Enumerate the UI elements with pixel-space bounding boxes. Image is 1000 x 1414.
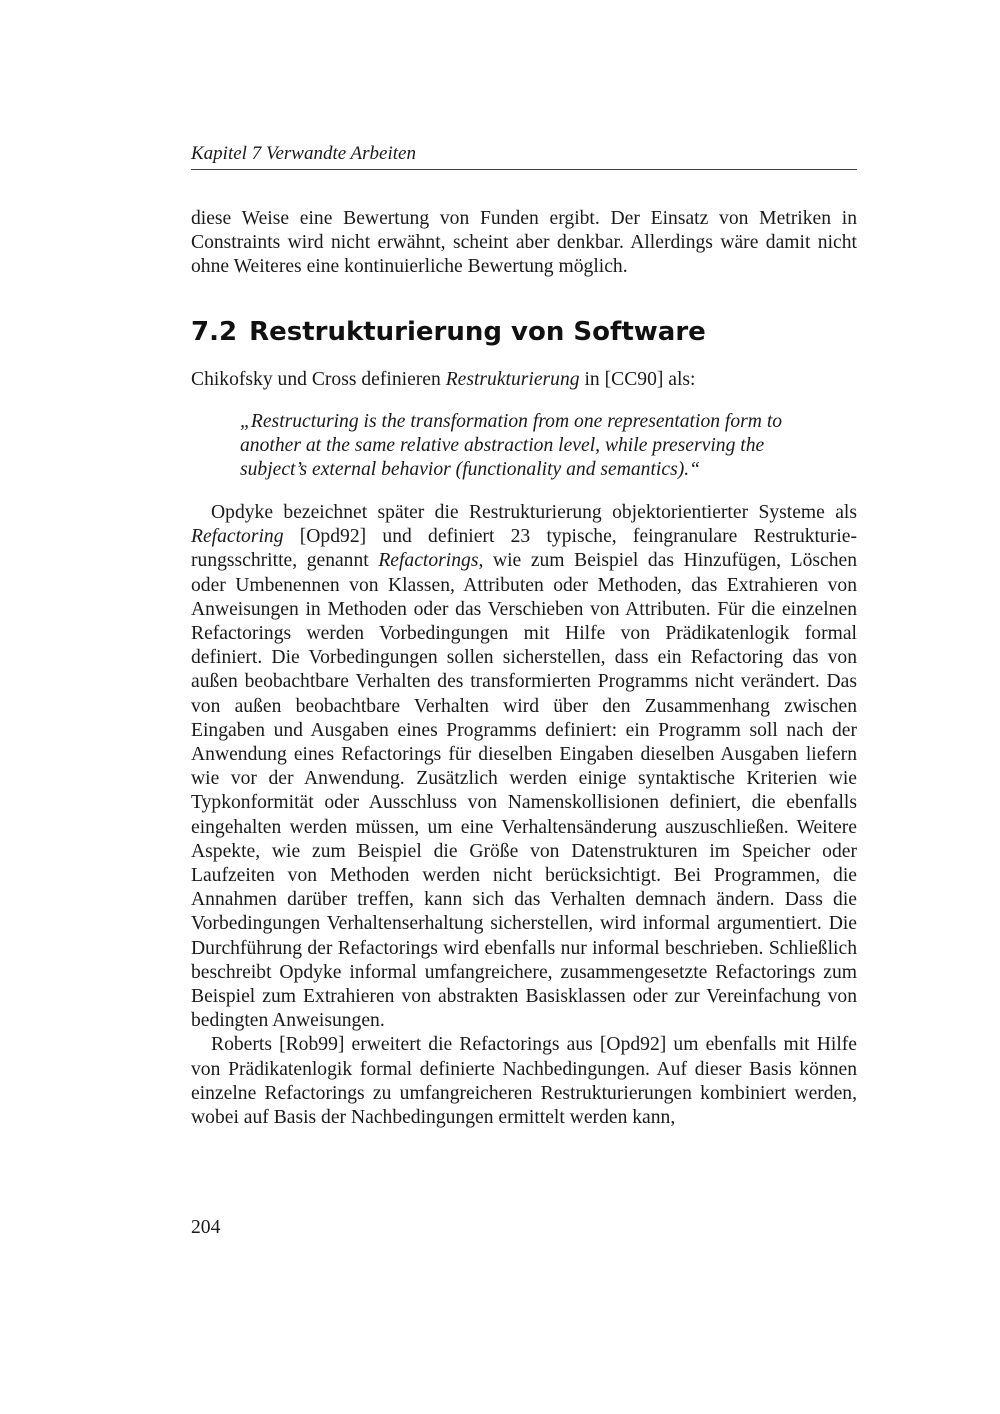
- document-page: [191, 0, 857, 1414]
- lead-text-before: Chikofsky und Cross definieren: [191, 369, 446, 390]
- lead-paragraph: [191, 368, 857, 392]
- intro-paragraph-text: diese Weise eine Bewertung von Funden ergibt. Der Einsatz von Metriken in Constraints wird nicht erwähnt, scheint aber denkbar. Allerdings wäre damit nicht ohne Weiteres eine kontinuierliche Bewertung möglich.: [191, 208, 857, 278]
- block-quote: „Restructuring is the transformation from one representation form to another at the same relative abstraction level, while preserving the subject’s external behavior (functionality and semantics).“: [240, 411, 783, 481]
- term-refactoring: Refactoring: [191, 526, 284, 548]
- lead-term: Restrukturierung: [445, 369, 580, 390]
- section-title: Restrukturierung von Software: [249, 317, 706, 347]
- running-head: Kapitel 7 Verwandte Arbeiten: [191, 140, 857, 170]
- lead-text-after: in [CC90] als:: [579, 369, 696, 390]
- section-number: 7.2: [191, 317, 238, 347]
- section-heading: [191, 314, 857, 350]
- opdyke-text-1: Opdyke bezeichnet später die Restrukturierung objektorientierter Systeme als: [211, 502, 857, 523]
- opdyke-text-3: , wie zum Beispiel das Hinzufügen, Löschen oder Umbenennen von Klassen, Attributen oder Methoden, das Extrahieren von Anweisungen in Methoden oder das Verschieben von Attributen. Für die einzelnen Refactorings werden Vorbedingungen mit Hilfe von Prädikatenlogik formal definiert. Die Vorbedingungen sollen sicherstellen, dass ein Refactoring das von außen beobachtbare Verhalten des transformierten Programms nicht verändert. Das von außen beobachtbare Verhalten wird über den Zusammenhang zwischen Eingaben und Ausgaben eines Programms definiert: ein Programm soll nach der Anwendung eines Refactorings für dieselben Eingaben dieselben Ausgaben liefern wie vor der Anwendung. Zusätzlich werden einige syntaktische Kriterien wie Typkonformität oder Ausschluss von Namenskollisionen definiert, die ebenfalls eingehalten werden müssen, um eine Verhaltensänderung auszuschließen. Weitere Aspekte, wie zum Beispiel die Größe von Datenstrukturen im Speicher oder Laufzeiten von Methoden werden nicht berücksichtigt. Bei Programmen, die Annahmen darüber treffen, kann sich das Verhalten demnach ändern. Dass die Vorbedingungen Verhaltenserhaltung sicherstellen, wird informal argumentiert. Die Durchführung der Refactorings wird ebenfalls nur informal beschrieben. Schließlich beschreibt Opdyke informal umfangreichere, zusammengesetzte Refactorings zum Beispiel zum Extrahieren von abstrakten Basisklassen oder zur Vereinfachung von bedingten Anweisungen.: [191, 550, 857, 1032]
- intro-paragraph: [191, 207, 857, 280]
- paragraph-roberts: Roberts [Rob99] erweitert die Refactorings aus [Opd92] um ebenfalls mit Hilfe von Prädikatenlogik formal definierte Nachbedingungen. Auf dieser Basis können einzelne Refactorings zu umfangreicheren Restrukturierungen kombiniert werden, wobei auf Basis der Nachbedingungen ermittelt werden kann,: [191, 1034, 857, 1129]
- main-body: [191, 501, 857, 1130]
- term-refactorings: Refactorings: [378, 550, 479, 572]
- opdyke-text-2: [Opd92] und definiert 23 typische, feingranulare Restrukturierungsschritte, genannt: [191, 526, 857, 572]
- page-number: 204: [191, 1217, 221, 1238]
- paragraph-opdyke: [191, 501, 857, 1033]
